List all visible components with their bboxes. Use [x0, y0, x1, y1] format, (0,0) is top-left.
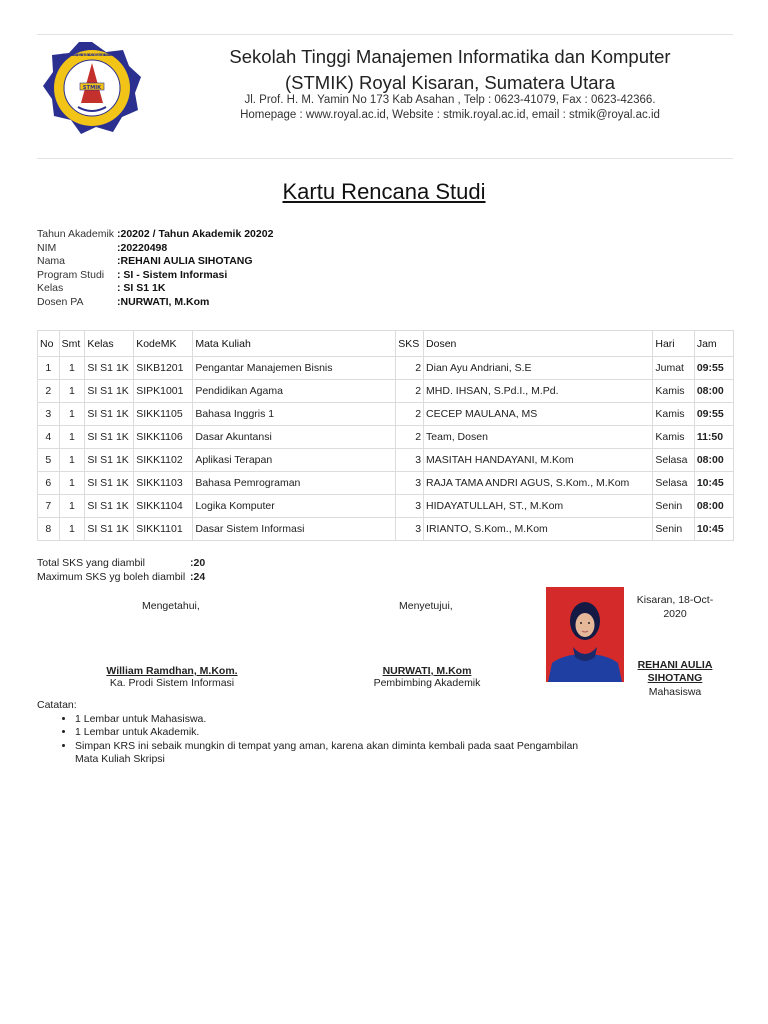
table-cell: 09:55 — [694, 403, 733, 426]
student-name: REHANI AULIA SIHOTANG — [637, 659, 713, 684]
table-cell: 11:50 — [694, 426, 733, 449]
table-cell: HIDAYATULLAH, ST., M.Kom — [424, 495, 653, 518]
table-row — [38, 495, 734, 518]
table-cell: 1 — [59, 518, 85, 541]
svg-text:SEKOLAH TINGGI MANAJEMEN INFOR: SEKOLAH TINGGI MANAJEMEN INFORMATIKA DAN KOMPUTER · ROYAL · KISARAN - SUMATERA UTARA — [61, 53, 123, 57]
table-header-row — [38, 331, 734, 357]
table-cell: Selasa — [653, 449, 694, 472]
info-row — [37, 282, 273, 296]
column-header: Mata Kuliah — [193, 331, 396, 357]
table-cell: MASITAH HANDAYANI, M.Kom — [424, 449, 653, 472]
pa-name: NURWATI, M.Kom — [382, 665, 472, 677]
total-value: :20 — [190, 557, 206, 569]
table-cell: SI S1 1K — [85, 403, 134, 426]
table-cell: 3 — [396, 449, 424, 472]
info-value: : SI - Sistem Informasi — [117, 268, 228, 281]
table-cell: 08:00 — [694, 449, 733, 472]
table-cell: 4 — [38, 426, 60, 449]
student-signature — [630, 659, 720, 698]
menyetujui-label: Menyetujui, — [399, 600, 453, 612]
page-title: Kartu Rencana Studi — [282, 179, 486, 204]
table-cell: 3 — [396, 472, 424, 495]
table-cell: Selasa — [653, 472, 694, 495]
table-cell: 09:55 — [694, 357, 733, 380]
header-top-divider — [37, 34, 733, 35]
institution-name-line1: Sekolah Tinggi Manajemen Informatika dan Komputer — [229, 46, 671, 67]
table-cell: Pengantar Manajemen Bisnis — [193, 357, 396, 380]
note-item: • 1 Lembar untuk Mahasiswa. — [75, 713, 595, 727]
institution-web: Homepage : www.royal.ac.id, Website : stmik.royal.ac.id, email : stmik@royal.ac.id — [240, 109, 660, 121]
table-row — [38, 518, 734, 541]
table-cell: 1 — [59, 495, 85, 518]
note-item: • 1 Lembar untuk Akademik. — [75, 726, 595, 740]
table-cell: SIKK1105 — [134, 403, 193, 426]
table-cell: Aplikasi Terapan — [193, 449, 396, 472]
table-cell: SI S1 1K — [85, 380, 134, 403]
table-cell: MHD. IHSAN, S.Pd.I., M.Pd. — [424, 380, 653, 403]
table-cell: 1 — [59, 380, 85, 403]
table-cell: SIKK1103 — [134, 472, 193, 495]
table-cell: Bahasa Inggris 1 — [193, 403, 396, 426]
total-row — [37, 571, 205, 585]
table-cell: 1 — [59, 449, 85, 472]
column-header: SKS — [396, 331, 424, 357]
table-cell: 1 — [59, 472, 85, 495]
column-header: KodeMK — [134, 331, 193, 357]
kaprodi-role: Ka. Prodi Sistem Informasi — [109, 677, 235, 689]
institution-contact — [150, 93, 750, 123]
header-bottom-divider — [37, 158, 733, 159]
student-photo — [546, 587, 624, 682]
info-value: :20220498 — [117, 241, 168, 254]
table-cell: 10:45 — [694, 472, 733, 495]
table-cell: 2 — [396, 426, 424, 449]
institution-logo — [42, 41, 142, 135]
table-cell: Pendidikan Agama — [193, 380, 396, 403]
table-cell: SIKK1102 — [134, 449, 193, 472]
column-header: Jam — [694, 331, 733, 357]
table-cell: Team, Dosen — [424, 426, 653, 449]
table-row — [38, 403, 734, 426]
table-cell: SIKK1101 — [134, 518, 193, 541]
pa-role: Pembimbing Akademik — [373, 677, 481, 689]
info-label: Tahun Akademik — [37, 228, 115, 240]
svg-text:STMIK: STMIK — [82, 84, 102, 91]
table-cell: SI S1 1K — [85, 449, 134, 472]
table-cell: 2 — [396, 403, 424, 426]
pa-signature — [352, 665, 502, 689]
table-cell: 8 — [38, 518, 60, 541]
total-value: :24 — [190, 570, 206, 583]
table-row — [38, 357, 734, 380]
table-cell: Kamis — [653, 380, 694, 403]
info-row — [37, 296, 273, 310]
table-cell: Dasar Sistem Informasi — [193, 518, 396, 541]
total-label: Total SKS yang diambil — [37, 557, 145, 569]
notes — [37, 699, 595, 767]
table-cell: Kamis — [653, 403, 694, 426]
signature-date: Kisaran, 18-Oct-2020 — [636, 594, 714, 620]
table-cell: 6 — [38, 472, 60, 495]
table-row — [38, 449, 734, 472]
kaprodi-name: William Ramdhan, M.Kom. — [106, 665, 238, 677]
course-table — [37, 330, 734, 541]
kaprodi-signature — [92, 665, 252, 689]
table-cell: Dasar Akuntansi — [193, 426, 396, 449]
table-cell: 3 — [396, 495, 424, 518]
info-value: :20202 / Tahun Akademik 20202 — [117, 228, 274, 240]
table-cell: 1 — [59, 403, 85, 426]
total-row — [37, 557, 205, 571]
info-value: :NURWATI, M.Kom — [117, 295, 210, 308]
sks-totals — [37, 557, 205, 584]
table-cell: SIPK1001 — [134, 380, 193, 403]
info-label: Dosen PA — [37, 295, 84, 308]
mengetahui-label: Mengetahui, — [142, 600, 200, 612]
info-value: : SI S1 1K — [117, 282, 166, 295]
info-row — [37, 242, 273, 256]
table-cell: RAJA TAMA ANDRI AGUS, S.Kom., M.Kom — [424, 472, 653, 495]
column-header: Kelas — [85, 331, 134, 357]
info-label: Nama — [37, 255, 66, 268]
table-cell: Logika Komputer — [193, 495, 396, 518]
table-cell: 7 — [38, 495, 60, 518]
info-row — [37, 228, 273, 242]
table-cell: 2 — [38, 380, 60, 403]
table-cell: SI S1 1K — [85, 518, 134, 541]
info-label: Kelas — [37, 282, 64, 295]
notes-list — [37, 713, 595, 767]
column-header: No — [38, 331, 60, 357]
table-cell: SIKK1106 — [134, 426, 193, 449]
table-cell: 1 — [59, 357, 85, 380]
info-value: :REHANI AULIA SIHOTANG — [117, 255, 253, 268]
table-cell: 1 — [59, 426, 85, 449]
table-cell: 2 — [396, 380, 424, 403]
table-cell: 1 — [38, 357, 60, 380]
notes-title: Catatan: — [37, 699, 77, 711]
column-header: Smt — [59, 331, 85, 357]
table-cell: Jumat — [653, 357, 694, 380]
note-item: • Simpan KRS ini sebaik mungkin di tempat yang aman, karena akan diminta kembali pada saat Pengambilan Mata Kuliah Skripsi — [75, 740, 595, 767]
table-cell: SI S1 1K — [85, 357, 134, 380]
table-cell: SI S1 1K — [85, 495, 134, 518]
info-label: Program Studi — [37, 268, 105, 281]
column-header: Dosen — [424, 331, 653, 357]
table-cell: 10:45 — [694, 518, 733, 541]
info-label: NIM — [37, 241, 57, 254]
student-info — [37, 228, 273, 310]
column-header: Hari — [653, 331, 694, 357]
table-cell: Bahasa Pemrograman — [193, 472, 396, 495]
table-cell: Dian Ayu Andriani, S.E — [424, 357, 653, 380]
institution-address: Jl. Prof. H. M. Yamin No 173 Kab Asahan , Telp : 0623-41079, Fax : 0623-42366. — [244, 94, 656, 106]
table-cell: CECEP MAULANA, MS — [424, 403, 653, 426]
total-label: Maximum SKS yg boleh diambil — [37, 570, 186, 583]
table-cell: Kamis — [653, 426, 694, 449]
table-cell: Senin — [653, 518, 694, 541]
info-row — [37, 269, 273, 283]
table-cell: 08:00 — [694, 495, 733, 518]
info-row — [37, 255, 273, 269]
table-cell: SIKB1201 — [134, 357, 193, 380]
table-cell: 5 — [38, 449, 60, 472]
institution-name-line2: (STMIK) Royal Kisaran, Sumatera Utara — [284, 72, 616, 93]
table-cell: Senin — [653, 495, 694, 518]
table-cell: SI S1 1K — [85, 426, 134, 449]
table-row — [38, 380, 734, 403]
table-cell: 2 — [396, 357, 424, 380]
table-cell: SI S1 1K — [85, 472, 134, 495]
table-row — [38, 472, 734, 495]
institution-name — [150, 44, 750, 96]
table-cell: IRIANTO, S.Kom., M.Kom — [424, 518, 653, 541]
student-role: Mahasiswa — [648, 686, 702, 698]
table-cell: SIKK1104 — [134, 495, 193, 518]
table-row — [38, 426, 734, 449]
table-cell: 3 — [396, 518, 424, 541]
table-cell: 08:00 — [694, 380, 733, 403]
table-cell: 3 — [38, 403, 60, 426]
